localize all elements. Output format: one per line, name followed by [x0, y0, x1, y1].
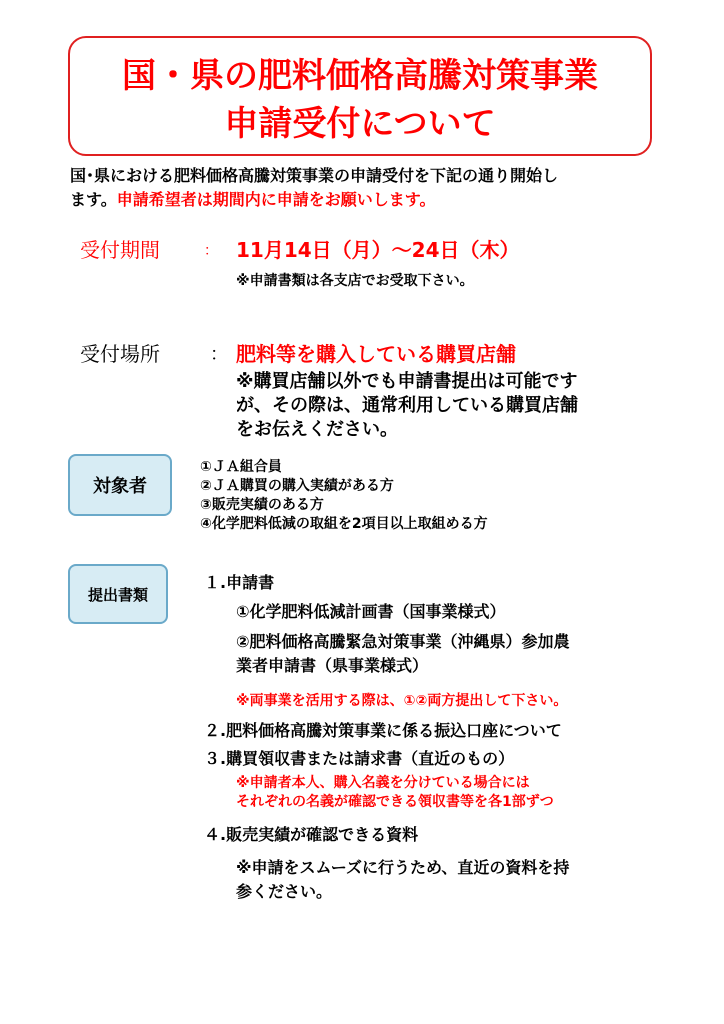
intro-paragraph [70, 164, 558, 212]
intro-line-2-red: 申請希望者は期間内に申請をお願いします。 [116, 190, 436, 209]
reception-place-note-line-2: が、その際は、通常利用している購買店舗 [236, 395, 578, 416]
eligible-item-3: ③販売実績のある方 [200, 497, 324, 513]
page-subtitle: 申請受付について [224, 104, 496, 144]
document-item-3-note-line-2: それぞれの名義が確認できる領収書等を各1部ずつ [236, 794, 554, 810]
reception-period-colon: ： [204, 243, 218, 259]
document-item-1-note: ※両事業を活用する際は、①②両方提出して下さい。 [236, 693, 568, 709]
eligible-item-1: ①ＪＡ組合員 [200, 459, 282, 475]
reception-place-value: 肥料等を購入している購買店舗 [236, 342, 516, 366]
reception-period-value: 11月14日（月）～24日（木） [236, 238, 520, 262]
reception-place-label: 受付場所 [80, 342, 160, 366]
document-item-1-sub-2-line-1: ②肥料価格高騰緊急対策事業（沖縄県）参加農 [236, 632, 570, 651]
intro-line-2 [70, 188, 558, 212]
document-item-1-sub-2-line-2: 業者申請書（県事業様式） [236, 656, 429, 675]
reception-place-note [236, 370, 578, 442]
title-box [68, 36, 652, 156]
document-item-4: ４.販売実績が確認できる資料 [204, 825, 419, 844]
document-item-1-sub-2 [236, 630, 570, 678]
document-item-3: ３.購買領収書または請求書（直近のもの） [204, 749, 515, 768]
documents-label: 提出書類 [87, 585, 148, 604]
document-item-4-note-line-1: ※申請をスムーズに行うため、直近の資料を持 [236, 858, 570, 877]
document-item-3-note-line-1: ※申請者本人、購入名義を分けている場合には [236, 775, 530, 791]
document-item-3-note [236, 774, 554, 812]
reception-place-colon: ： [210, 344, 228, 365]
reception-period-note: ※申請書類は各支店でお受取下さい。 [236, 273, 474, 289]
intro-line-1: 国･県における肥料価格高騰対策事業の申請受付を下記の通り開始し [70, 166, 559, 185]
document-item-1-sub-1: ①化学肥料低減計画書（国事業様式） [236, 602, 506, 621]
eligible-item-4: ④化学肥料低減の取組を2項目以上取組める方 [200, 516, 488, 532]
document-item-2: ２.肥料価格高騰対策事業に係る振込口座について [204, 721, 562, 740]
documents-label-box [68, 564, 168, 624]
reception-place-note-line-1: ※購買店舗以外でも申請書提出は可能です [236, 371, 578, 392]
eligible-label: 対象者 [93, 476, 147, 497]
document-item-1: １.申請書 [204, 573, 275, 592]
document-item-4-note [236, 856, 569, 904]
page-title: 国・県の肥料価格高騰対策事業 [122, 56, 598, 96]
reception-place-note-line-3: をお伝えください。 [236, 419, 398, 440]
reception-period-label: 受付期間 [80, 238, 160, 262]
intro-line-2-black: ます。 [70, 190, 117, 209]
eligible-item-2: ②ＪＡ購買の購入実績がある方 [200, 478, 394, 494]
eligible-list [200, 458, 488, 534]
document-item-4-note-line-2: 参ください。 [236, 882, 333, 901]
eligible-label-box [68, 454, 172, 516]
